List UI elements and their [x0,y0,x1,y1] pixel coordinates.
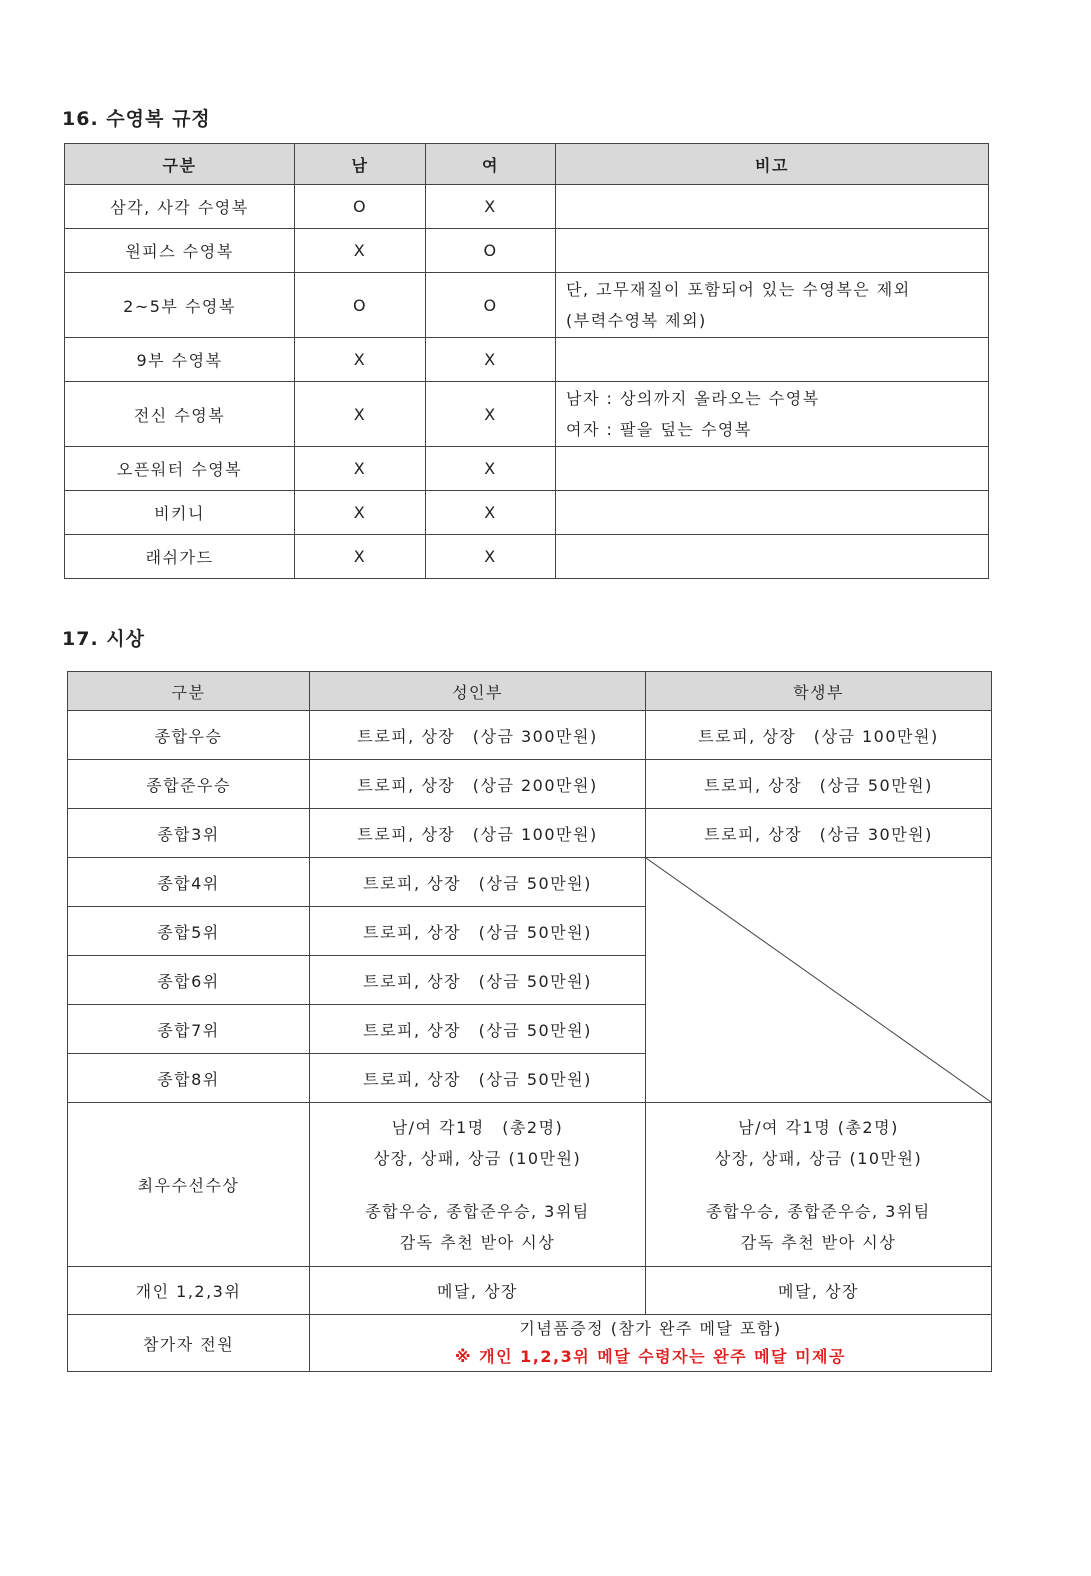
award-line: 종합우승, 종합준우승, 3위팀 [706,1201,931,1221]
table-row [68,809,992,858]
diagonal-slash [646,858,991,1102]
student-award: 트로피, 상장 (상금 50만원) [646,760,992,809]
remark-cell [556,382,989,447]
table-row [65,185,989,229]
table-row [65,273,989,338]
header-category: 구분 [68,672,310,711]
section-16-title: 16. 수영복 규정 [62,108,211,130]
adult-award: 트로피, 상장 (상금 50만원) [310,858,646,907]
award-name: 참가자 전원 [68,1315,310,1372]
male-allowed: X [295,491,426,535]
female-allowed: X [426,447,556,491]
remark-cell [556,535,989,579]
award-line: 감독 추천 받아 시상 [740,1232,897,1252]
remark-cell [556,447,989,491]
table-row [68,760,992,809]
male-allowed: X [295,382,426,447]
adult-award: 트로피, 상장 (상금 50만원) [310,907,646,956]
award-name: 종합우승 [68,711,310,760]
remark-line: 단, 고무재질이 포함되어 있는 수영복은 제외 [566,280,911,299]
adult-award: 트로피, 상장 (상금 100만원) [310,809,646,858]
table-row [68,1267,992,1315]
header-remark: 비고 [556,144,989,185]
female-allowed: O [426,229,556,273]
award-line: 종합우승, 종합준우승, 3위팀 [365,1201,590,1221]
header-male: 남 [295,144,426,185]
swimsuit-rules-table [64,143,989,579]
souvenir-note: 기념품증정 (참가 완주 메달 포함) [519,1319,782,1338]
table-row [65,382,989,447]
award-name: 종합준우승 [68,760,310,809]
award-name: 종합3위 [68,809,310,858]
table-row [65,338,989,382]
student-mvp-award [646,1103,992,1267]
female-allowed: X [426,185,556,229]
adult-mvp-award [310,1103,646,1267]
award-name: 종합7위 [68,1005,310,1054]
remark-line: 남자 : 상의까지 올라오는 수영복 [566,389,820,408]
award-line: 상장, 상패, 상금 (10만원) [373,1148,582,1168]
awards-table [67,671,992,1372]
swimsuit-name: 9부 수영복 [65,338,295,382]
female-allowed: X [426,338,556,382]
table-row [65,535,989,579]
award-line: 남/여 각1명 (총2명) [391,1117,564,1137]
female-allowed: X [426,382,556,447]
section-17-title: 17. 시상 [62,628,145,650]
award-name: 최우수선수상 [68,1103,310,1267]
student-award: 트로피, 상장 (상금 30만원) [646,809,992,858]
swimsuit-name: 삼각, 사각 수영복 [65,185,295,229]
spacer [646,1174,991,1196]
female-allowed: O [426,273,556,338]
table-row [65,447,989,491]
male-allowed: O [295,185,426,229]
award-line: 남/여 각1명 (총2명) [738,1117,899,1137]
award-name: 개인 1,2,3위 [68,1267,310,1315]
table-row [68,1103,992,1267]
adult-award: 트로피, 상장 (상금 300만원) [310,711,646,760]
remark-line: (부력수영복 제외) [566,311,707,330]
adult-award: 트로피, 상장 (상금 200만원) [310,760,646,809]
female-allowed: X [426,535,556,579]
student-award: 메달, 상장 [646,1267,992,1315]
male-allowed: O [295,273,426,338]
spacer [310,1174,645,1196]
adult-award: 메달, 상장 [310,1267,646,1315]
medal-warning: ※ 개인 1,2,3위 메달 수령자는 완주 메달 미제공 [455,1347,846,1366]
adult-award: 트로피, 상장 (상금 50만원) [310,1054,646,1103]
swimsuit-name: 오픈워터 수영복 [65,447,295,491]
remark-line: 여자 : 팔을 덮는 수영복 [566,420,752,439]
remark-cell [556,273,989,338]
not-applicable-cell [646,858,992,1103]
swimsuit-name: 비키니 [65,491,295,535]
table-row [68,1315,992,1372]
table-header-row [65,144,989,185]
award-line: 감독 추천 받아 시상 [399,1232,556,1252]
adult-award: 트로피, 상장 (상금 50만원) [310,1005,646,1054]
header-adult: 성인부 [310,672,646,711]
table-row [65,229,989,273]
remark-cell [556,491,989,535]
male-allowed: X [295,447,426,491]
table-row [68,711,992,760]
table-row [65,491,989,535]
header-category: 구분 [65,144,295,185]
award-line: 상장, 상패, 상금 (10만원) [714,1148,923,1168]
award-name: 종합4위 [68,858,310,907]
table-header-row [68,672,992,711]
remark-cell [556,338,989,382]
swimsuit-name: 래쉬가드 [65,535,295,579]
award-name: 종합8위 [68,1054,310,1103]
award-name: 종합6위 [68,956,310,1005]
male-allowed: X [295,535,426,579]
table-row [68,858,992,907]
swimsuit-name: 2~5부 수영복 [65,273,295,338]
male-allowed: X [295,338,426,382]
swimsuit-name: 전신 수영복 [65,382,295,447]
award-name: 종합5위 [68,907,310,956]
header-female: 여 [426,144,556,185]
remark-cell [556,185,989,229]
male-allowed: X [295,229,426,273]
student-award: 트로피, 상장 (상금 100만원) [646,711,992,760]
adult-award: 트로피, 상장 (상금 50만원) [310,956,646,1005]
remark-cell [556,229,989,273]
all-participants-award [310,1315,992,1372]
swimsuit-name: 원피스 수영복 [65,229,295,273]
female-allowed: X [426,491,556,535]
header-student: 학생부 [646,672,992,711]
